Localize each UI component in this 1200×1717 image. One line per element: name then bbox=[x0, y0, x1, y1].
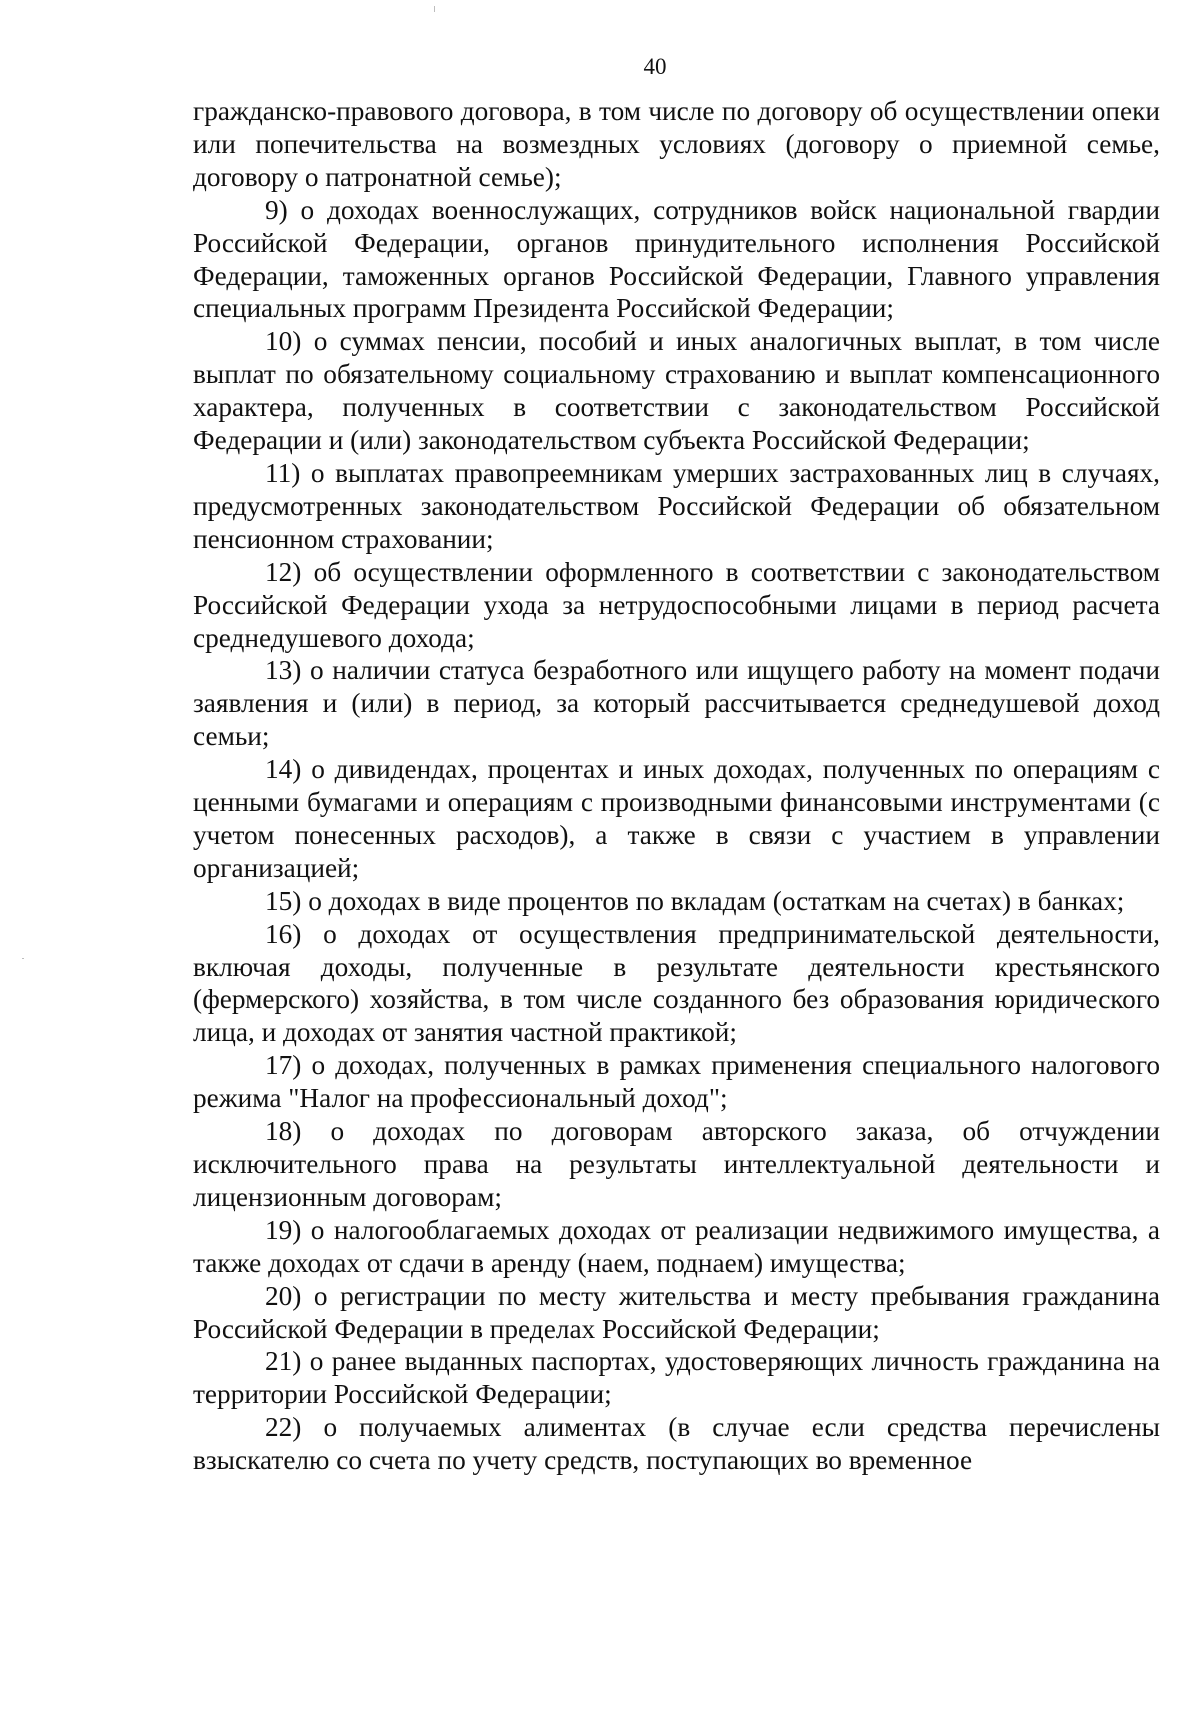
paragraph-item-12: 12) об осуществлении оформленного в соответствии с законодательством Российской Федерации ухода за нетрудоспособными лицами в период расчета среднедушевого дохода; bbox=[193, 556, 1160, 653]
paragraph-continuation: гражданско-правового договора, в том числе по договору об осуществлении опеки или попечительства на возмездных условиях (договору о приемной семье, договору о патронатной семье); bbox=[193, 96, 1160, 192]
scan-mark-left bbox=[22, 958, 24, 959]
paragraph-item-21: 21) о ранее выданных паспортах, удостоверяющих личность гражданина на территории Российской Федерации; bbox=[193, 1346, 1160, 1410]
paragraph-item-17: 17) о доходах, полученных в рамках применения специального налогового режима "Налог на профессиональный доход"; bbox=[193, 1050, 1160, 1114]
paragraph-item-10: 10) о суммах пенсии, пособий и иных аналогичных выплат, в том числе выплат по обязательному социальному страхованию и выплат компенсационного характера, полученных в соответствии с законодательством Российской Федерации и (или) законодательством субъекта Российской Федерации; bbox=[193, 326, 1160, 456]
paragraph-item-11: 11) о выплатах правопреемникам умерших застрахованных лиц в случаях, предусмотренных законодательством Российской Федерации об обязательном пенсионном страховании; bbox=[193, 457, 1160, 554]
document-body bbox=[193, 95, 1160, 1477]
paragraph-item-16: 16) о доходах от осуществления предпринимательской деятельности, включая доходы, полученные в результате деятельности крестьянского (фермерского) хозяйства, в том числе созданного без образования юридического лица, и доходах от занятия частной практикой; bbox=[193, 918, 1160, 1048]
paragraph-item-9: 9) о доходах военнослужащих, сотрудников войск национальной гвардии Российской Федерации, органов принудительного исполнения Российской Федерации, таможенных органов Российской Федерации, Главного управления специальных программ Президента Российской Федерации; bbox=[193, 194, 1160, 324]
paragraph-item-22: 22) о получаемых алиментах (в случае если средства перечислены взыскателю со счета по учету средств, поступающих во временное bbox=[193, 1412, 1160, 1476]
paragraph-item-18: 18) о доходах по договорам авторского заказа, об отчуждении исключительного права на результаты интеллектуальной деятельности и лицензионным договорам; bbox=[193, 1116, 1160, 1212]
paragraph-item-15: 15) о доходах в виде процентов по вкладам (остаткам на счетах) в банках; bbox=[265, 885, 1125, 916]
paragraph-item-13: 13) о наличии статуса безработного или ищущего работу на момент подачи заявления и (или) в период, за который рассчитывается среднедушевой доход семьи; bbox=[193, 655, 1160, 752]
paragraph-item-19: 19) о налогооблагаемых доходах от реализации недвижимого имущества, а также доходах от сдачи в аренду (наем, поднаем) имущества; bbox=[193, 1214, 1160, 1278]
paragraph-item-14: 14) о дивидендах, процентах и иных доходах, полученных по операциям с ценными бумагами и операциям с производными финансовыми инструментами (с учетом понесенных расходов), а также в связи с участием в управлении организацией; bbox=[193, 754, 1160, 883]
page-number: 40 bbox=[643, 54, 667, 79]
scan-mark-top bbox=[434, 6, 435, 12]
paragraph-item-20: 20) о регистрации по месту жительства и месту пребывания гражданина Российской Федерации в пределах Российской Федерации; bbox=[193, 1280, 1160, 1344]
